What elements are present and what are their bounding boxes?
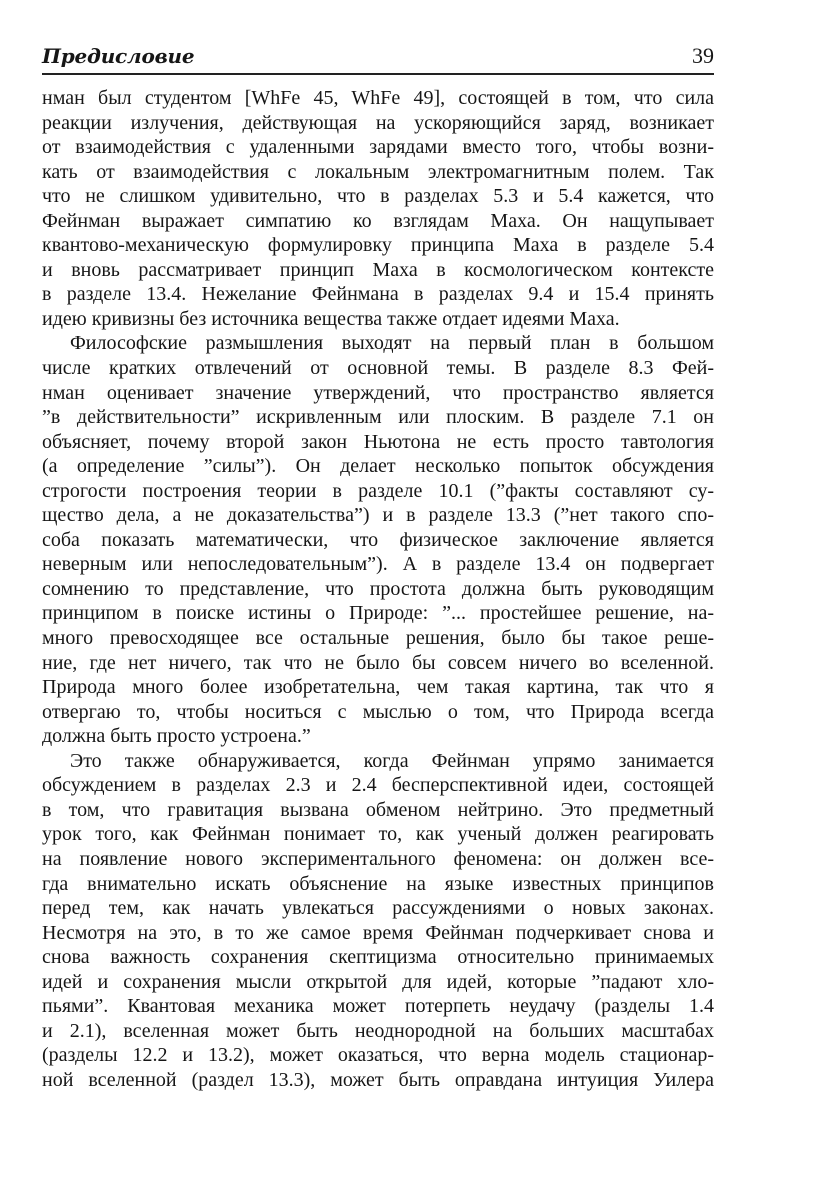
paragraph-end-line: идею кривизны без источника вещества также отдает идеями Маха. — [42, 307, 620, 330]
text-line: Фейнман выражает симпатию ко взглядам Маха. Он нащупывает — [42, 209, 714, 232]
text-line: принципом в поиске истины о Природе: ”... простейшее решение, на- — [42, 602, 714, 625]
paragraph-end-line: должна быть просто устроена.” — [42, 725, 311, 748]
text-line: квантово-механическую формулировку принципа Маха в разделе 5.4 — [42, 234, 714, 257]
text-line: урок того, как Фейнман понимает то, как ученый должен реагировать — [42, 823, 714, 846]
text-line: нман был студентом [WhFe 45, WhFe 49], состоящей в том, что сила — [42, 87, 714, 109]
header-rule — [42, 73, 714, 75]
text-line: ной вселенной (раздел 13.3), может быть оправдана интуиция Уилера — [42, 1068, 714, 1091]
text-line: соба показать математически, что физическое заключение является — [42, 528, 714, 551]
paragraph-first-line: Это также обнаруживается, когда Фейнман упрямо занимается — [70, 749, 714, 772]
text-line: обсуждением в разделах 2.3 и 2.4 бесперспективной идеи, состоящей — [42, 774, 714, 797]
text-line: ”в действительности” искривленным или плоским. В разделе 7.1 он — [42, 406, 714, 429]
text-line: реакции излучения, действующая на ускоряющийся заряд, возникает — [42, 111, 714, 134]
text-line: кать от взаимодействия с локальным электромагнитным полем. Так — [42, 160, 714, 183]
text-line: что не слишком удивительно, что в разделах 5.3 и 5.4 кажется, что — [42, 185, 714, 208]
text-line: в разделе 13.4. Нежелание Фейнмана в разделах 9.4 и 15.4 принять — [42, 283, 714, 306]
text-line: строгости построения теории в разделе 10.1 (”факты составляют су- — [42, 479, 714, 502]
text-line: Несмотря на это, в то же самое время Фейнман подчеркивает снова и — [42, 921, 714, 944]
page-header — [42, 40, 714, 72]
text-line: ние, где нет ничего, так что не было бы совсем ничего во вселенной. — [42, 651, 714, 674]
paragraph-first-line: Философские размышления выходят на первый план в большом — [70, 332, 714, 355]
text-line: в том, что гравитация вызвана обменом нейтрино. Это предметный — [42, 798, 714, 821]
text-line: перед тем, как начать увлекаться рассуждениями о новых законах. — [42, 897, 714, 920]
text-line: сомнению то представление, что простота должна быть руководящим — [42, 577, 714, 600]
text-line: объясняет, почему второй закон Ньютона не есть просто тавтология — [42, 430, 714, 453]
text-line: нман оценивает значение утверждений, что пространство является — [42, 381, 714, 404]
text-line: щество дела, а не доказательства”) и в разделе 13.3 (”нет такого спо- — [42, 504, 714, 527]
text-line: (разделы 12.2 и 13.2), может оказаться, что верна модель стационар- — [42, 1044, 714, 1067]
text-line: (а определение ”силы”). Он делает несколько попыток обсуждения — [42, 455, 714, 478]
text-line: Природа много более изобретательна, чем такая картина, так что я — [42, 676, 714, 699]
text-line: и вновь рассматривает принцип Маха в космологическом контексте — [42, 258, 714, 281]
text-line: числе кратких отвлечений от основной темы. В разделе 8.3 Фей- — [42, 357, 714, 380]
text-line: много превосходящее все остальные решения, было бы такое реше- — [42, 627, 714, 650]
text-line: снова важность сохранения скептицизма относительно принимаемых — [42, 946, 714, 969]
text-line: неверным или непоследовательным”). А в разделе 13.4 он подвергает — [42, 553, 714, 576]
book-page — [42, 0, 714, 1200]
text-line: отвергаю то, чтобы носиться с мыслью о том, что Природа всегда — [42, 700, 714, 723]
text-line: идей и сохранения мысли открытой для идей, которые ”падают хло- — [42, 970, 714, 993]
text-line: гда внимательно искать объяснение на языке известных принципов — [42, 872, 714, 895]
running-title: Предисловие — [42, 44, 195, 68]
text-line: и 2.1), вселенная может быть неоднородной на больших масштабах — [42, 1019, 714, 1042]
text-line: от взаимодействия с удаленными зарядами вместо того, чтобы возни- — [42, 136, 714, 159]
page-number: 39 — [692, 43, 714, 68]
body-text — [42, 86, 714, 1092]
text-line: пьями”. Квантовая механика может потерпеть неудачу (разделы 1.4 — [42, 995, 714, 1018]
text-line: на появление нового экспериментального феномена: он должен все- — [42, 847, 714, 870]
